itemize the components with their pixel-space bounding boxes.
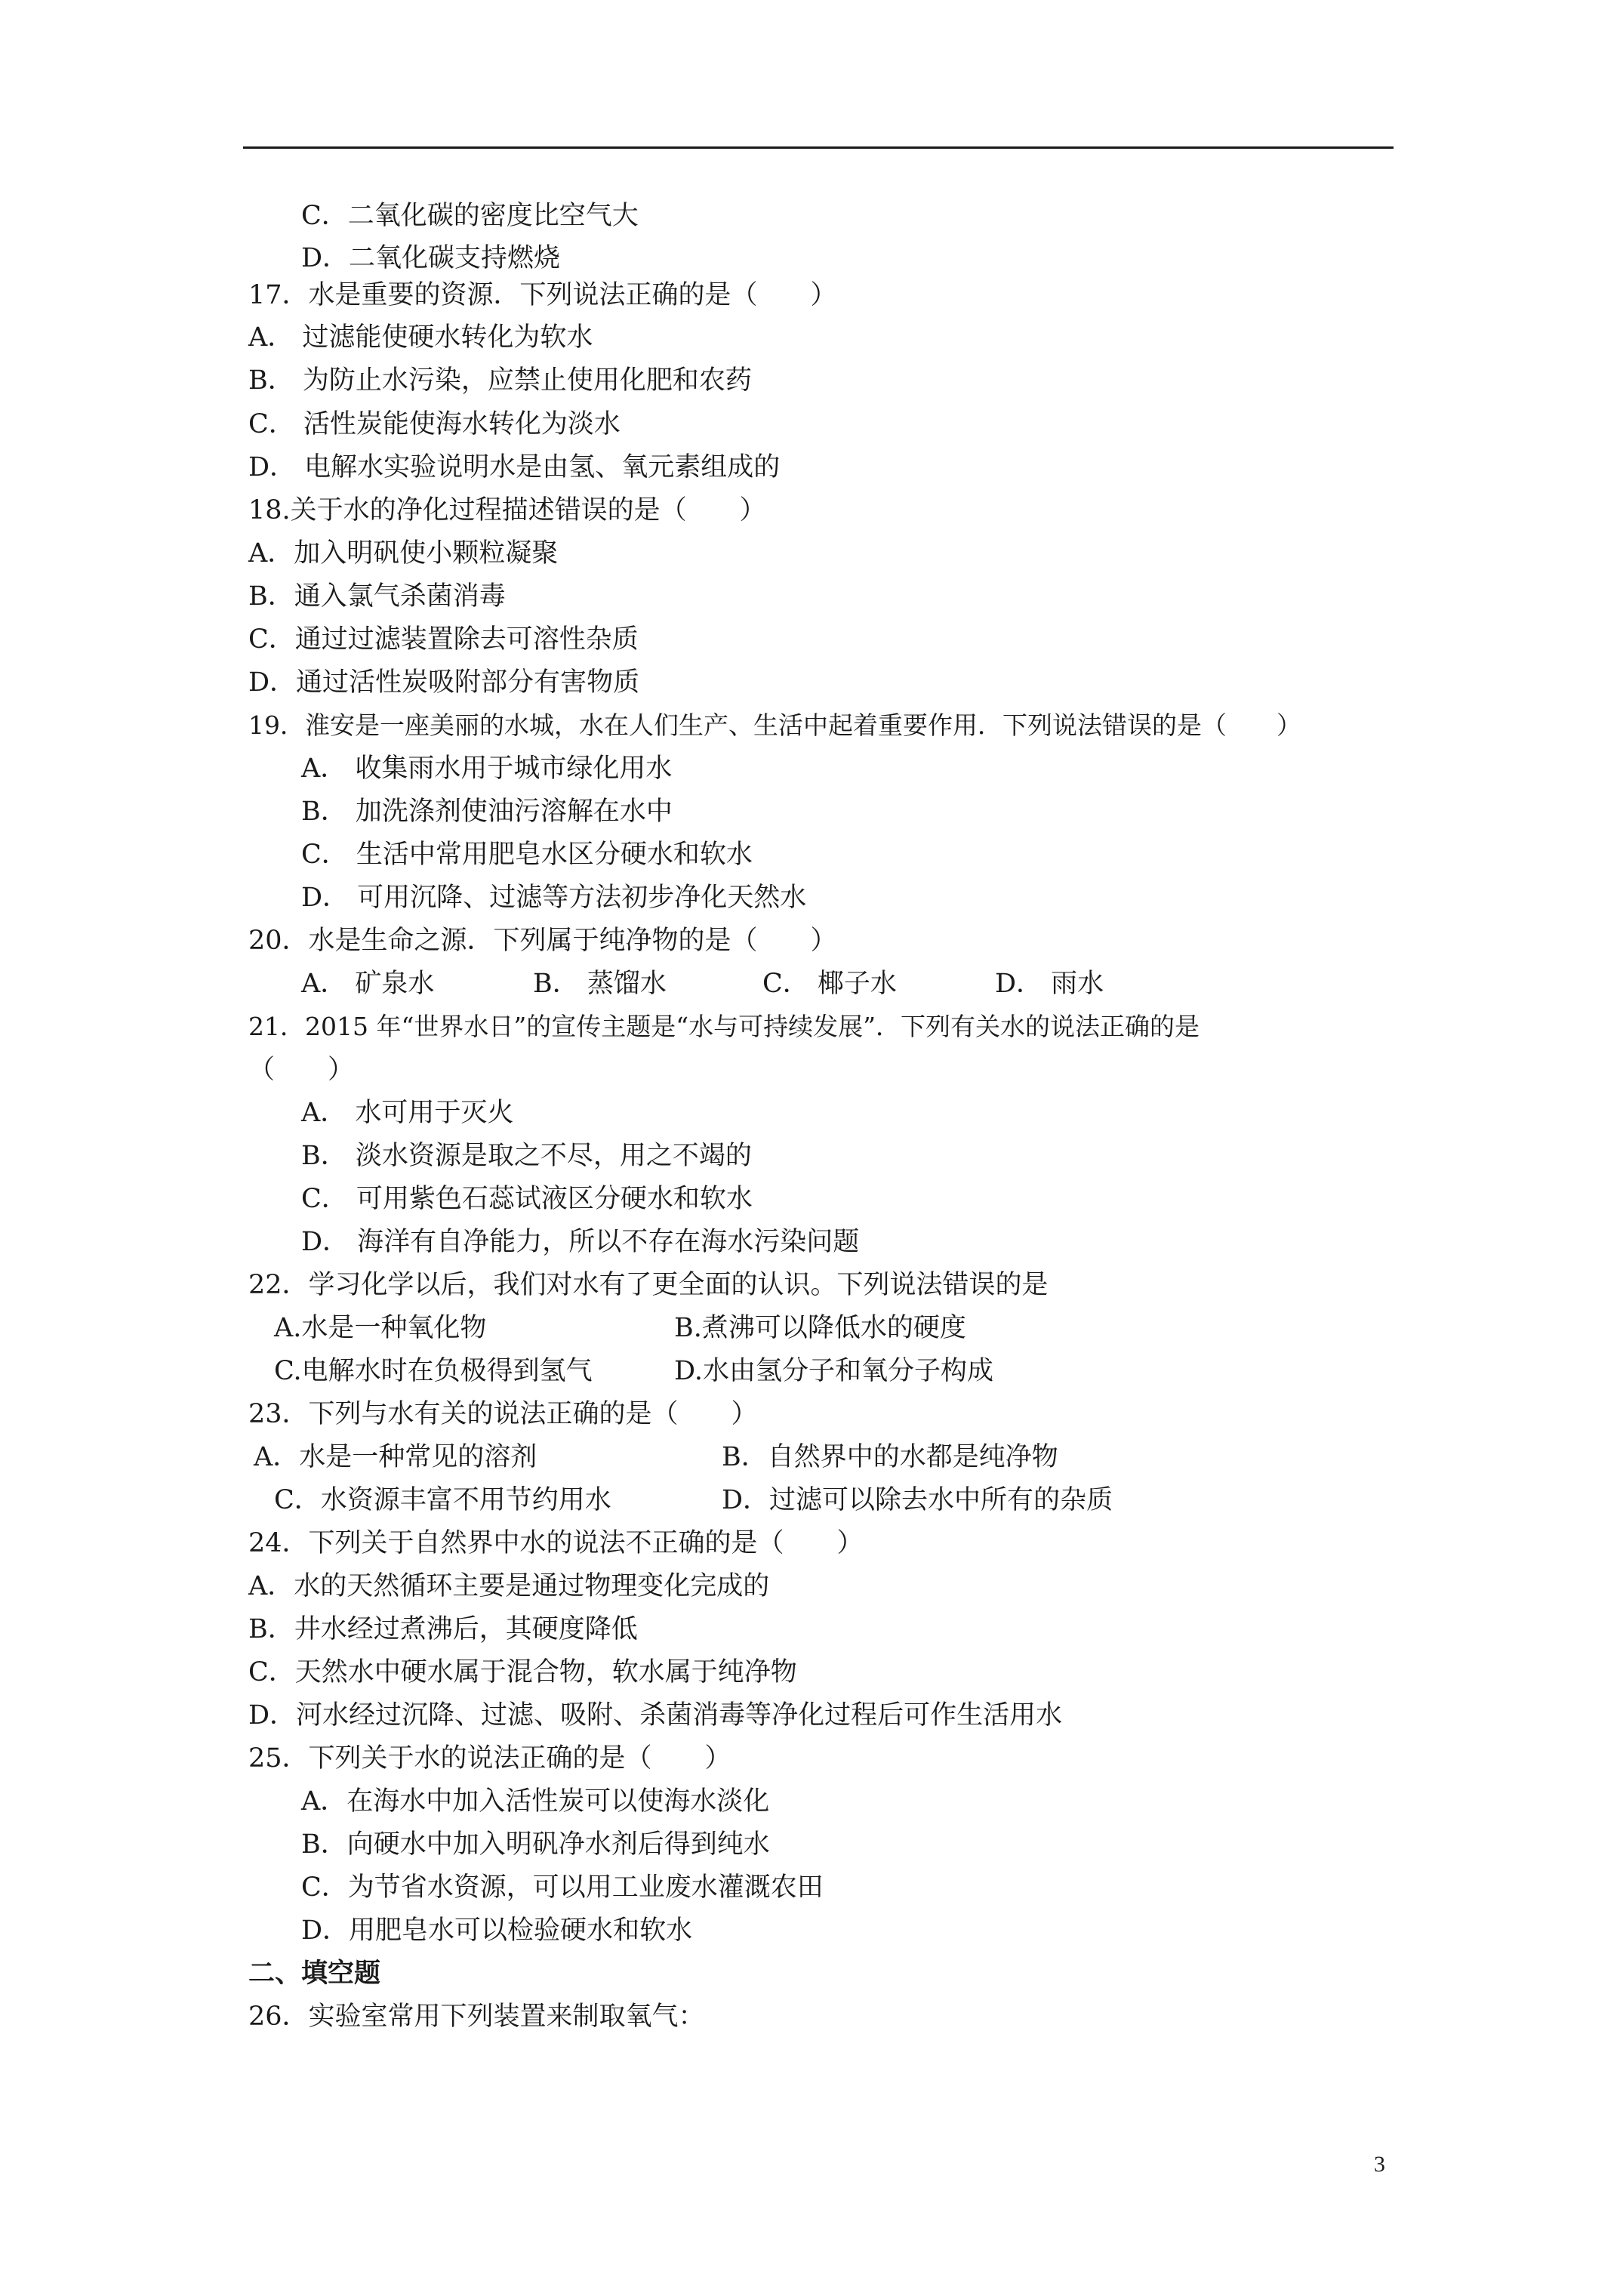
q23-option-a: A．水是一种常见的溶剂 xyxy=(254,1442,537,1472)
q18-option-d: D．通过活性炭吸附部分有害物质 xyxy=(248,667,640,698)
q18-option-a: A．加入明矾使小颗粒凝聚 xyxy=(248,538,559,569)
q26-stem: 26．实验室常用下列装置来制取氧气： xyxy=(248,2002,705,2032)
q20-option-a: A． 矿泉水 xyxy=(301,969,435,999)
q22-stem: 22．学习化学以后，我们对水有了更全面的认识。下列说法错误的是 xyxy=(248,1270,1049,1300)
q18-stem: 18.关于水的净化过程描述错误的是（ ） xyxy=(248,495,766,525)
q17-option-a: A． 过滤能使硬水转化为软水 xyxy=(248,322,593,353)
q17-option-b: B． 为防止水污染，应禁止使用化肥和农药 xyxy=(248,365,752,396)
q23-option-c: C．水资源丰富不用节约用水 xyxy=(274,1485,611,1515)
q21-stem: 21．2015 年“世界水日”的宣传主题是“水与可持续发展”．下列有关水的说法正确的是 xyxy=(248,1012,1200,1041)
q21-option-b: B． 淡水资源是取之不尽，用之不竭的 xyxy=(301,1141,752,1171)
q20-stem: 20．水是生命之源．下列属于纯净物的是（ ） xyxy=(248,926,837,956)
q25-option-d: D．用肥皂水可以检验硬水和软水 xyxy=(301,1915,693,1946)
q21-stem-paren: （ ） xyxy=(248,1055,355,1085)
q24-option-a: A．水的天然循环主要是通过物理变化完成的 xyxy=(248,1571,770,1601)
q16-option-d: D．二氧化碳支持燃烧 xyxy=(301,243,561,273)
q20-option-b: B． 蒸馏水 xyxy=(533,969,667,999)
q19-stem: 19．淮安是一座美丽的水城，水在人们生产、生活中起着重要作用．下列说法错误的是（ ） xyxy=(248,710,1301,740)
q23-option-d: D．过滤可以除去水中所有的杂质 xyxy=(722,1485,1113,1515)
q24-stem: 24．下列关于自然界中水的说法不正确的是（ ） xyxy=(248,1528,864,1558)
q24-option-c: C．天然水中硬水属于混合物，软水属于纯净物 xyxy=(248,1657,797,1687)
q19-option-b: B． 加洗涤剂使油污溶解在水中 xyxy=(301,797,673,827)
q19-option-d: D． 可用沉降、过滤等方法初步净化天然水 xyxy=(301,883,807,913)
q22-option-b: B.煮沸可以降低水的硬度 xyxy=(674,1313,966,1343)
q25-stem: 25．下列关于水的说法正确的是（ ） xyxy=(248,1743,731,1774)
header-rule xyxy=(243,146,1394,149)
q19-option-c: C． 生活中常用肥皂水区分硬水和软水 xyxy=(301,840,753,870)
q20-option-c: C． 椰子水 xyxy=(762,969,897,999)
q20-option-d: D． 雨水 xyxy=(995,969,1104,999)
q17-stem: 17．水是重要的资源．下列说法正确的是（ ） xyxy=(248,280,837,310)
q16-option-c: C．二氧化碳的密度比空气大 xyxy=(301,201,639,231)
q18-option-c: C．通过过滤装置除去可溶性杂质 xyxy=(248,624,639,655)
q21-option-a: A． 水可用于灭火 xyxy=(301,1098,514,1128)
q25-option-c: C．为节省水资源，可以用工业废水灌溉农田 xyxy=(301,1872,824,1903)
q22-option-a: A.水是一种氧化物 xyxy=(274,1313,487,1343)
q21-option-d: D． 海洋有自净能力，所以不存在海水污染问题 xyxy=(301,1227,860,1257)
q17-option-d: D． 电解水实验说明水是由氢、氧元素组成的 xyxy=(248,452,781,482)
q21-option-c: C． 可用紫色石蕊试液区分硬水和软水 xyxy=(301,1184,753,1214)
q23-option-b: B．自然界中的水都是纯净物 xyxy=(722,1442,1058,1472)
q25-option-b: B．向硬水中加入明矾净水剂后得到纯水 xyxy=(301,1829,770,1860)
q17-option-c: C． 活性炭能使海水转化为淡水 xyxy=(248,409,621,439)
q24-option-b: B．井水经过煮沸后，其硬度降低 xyxy=(248,1614,638,1644)
q25-option-a: A．在海水中加入活性炭可以使海水淡化 xyxy=(301,1786,770,1817)
section-heading-fill-in: 二、填空题 xyxy=(248,1958,381,1989)
q18-option-b: B．通入氯气杀菌消毒 xyxy=(248,581,506,612)
page-number: 3 xyxy=(1374,2152,1385,2177)
q24-option-d: D．河水经过沉降、过滤、吸附、杀菌消毒等净化过程后可作生活用水 xyxy=(248,1700,1063,1730)
q19-option-a: A． 收集雨水用于城市绿化用水 xyxy=(301,754,673,784)
q23-stem: 23．下列与水有关的说法正确的是（ ） xyxy=(248,1399,758,1429)
q22-option-c: C.电解水时在负极得到氢气 xyxy=(274,1356,593,1386)
q22-option-d: D.水由氢分子和氧分子构成 xyxy=(674,1356,993,1386)
